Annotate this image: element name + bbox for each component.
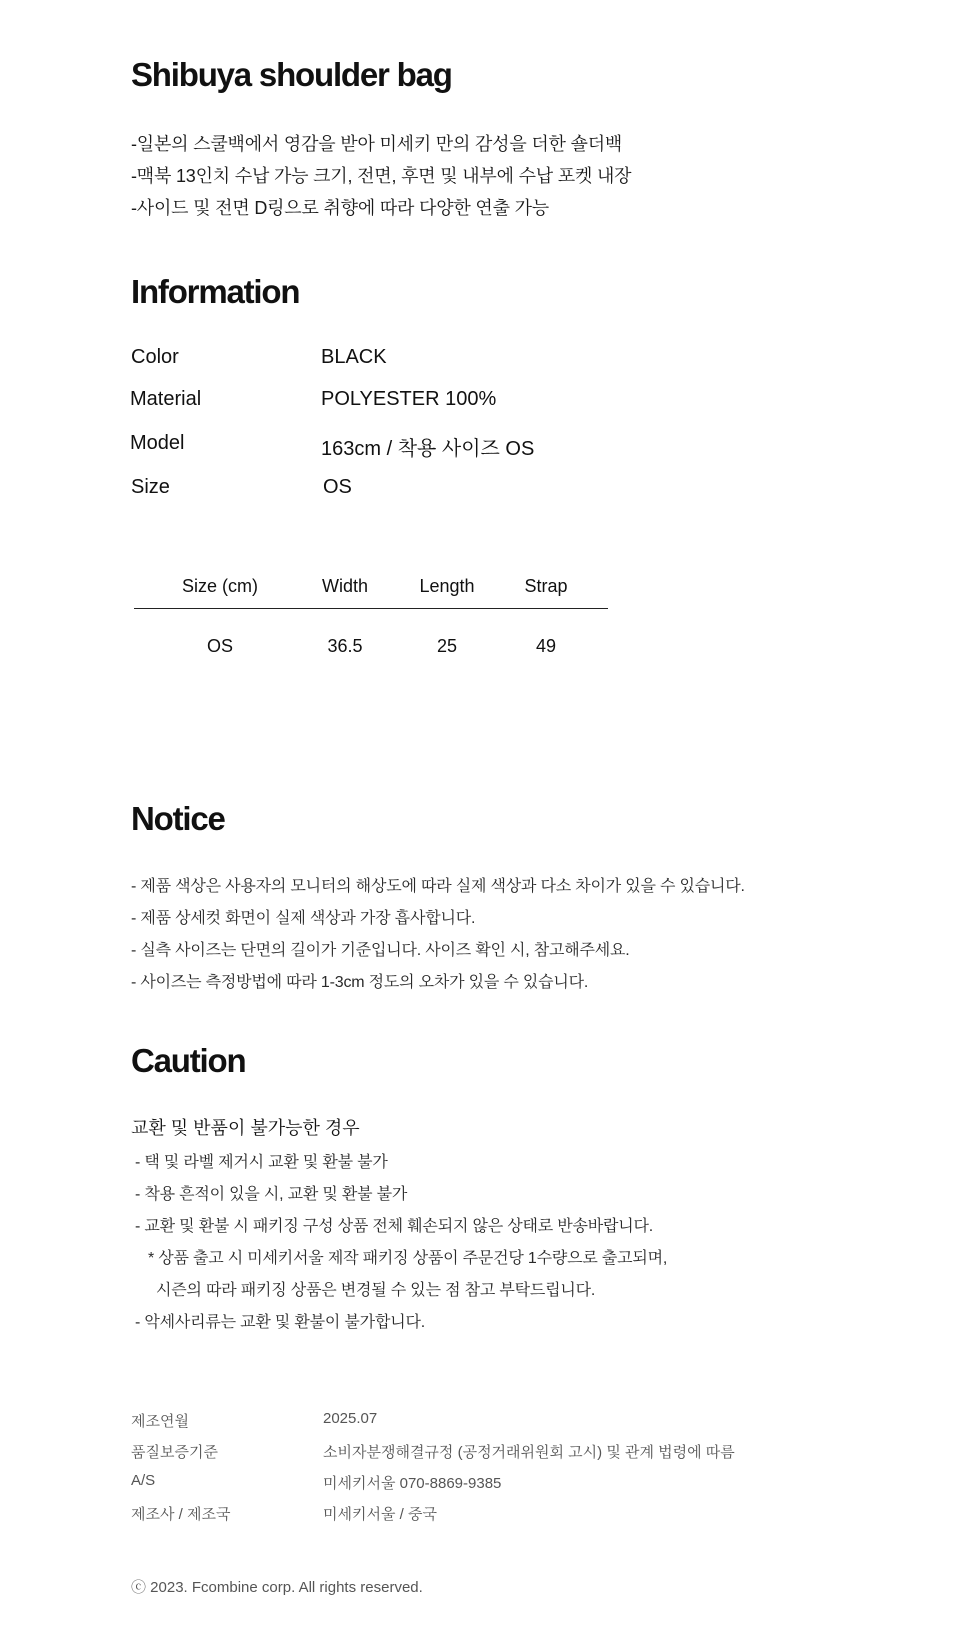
size-table-header: Width <box>321 576 368 596</box>
info-label-color: Color <box>131 346 179 368</box>
info-label-model: Model <box>130 432 185 454</box>
caution-line: - 악세사리류는 교환 및 환불이 불가합니다. <box>135 1314 425 1331</box>
product-title: Shibuya shoulder bag <box>131 56 452 93</box>
size-table-header: Length <box>419 576 475 596</box>
product-desc-line: -사이드 및 전면 D링으로 취향에 따라 다양한 연출 가능 <box>131 198 549 218</box>
notice-line: - 사이즈는 측정방법에 따라 1-3cm 정도의 오차가 있을 수 있습니다. <box>131 974 589 991</box>
meta-label-manufacturer: 제조사 / 제조국 <box>131 1506 231 1523</box>
meta-value-manufacturer: 미세키서울 / 중국 <box>323 1506 437 1523</box>
product-desc-line: -맥북 13인치 수납 가능 크기, 전면, 후면 및 내부에 수납 포켓 내장 <box>131 166 632 186</box>
info-value-size: OS <box>323 476 352 498</box>
size-table-cell: OS <box>206 636 233 656</box>
size-table-header: Size (cm) <box>182 576 258 596</box>
information-heading: Information <box>131 273 300 310</box>
notice-line: - 제품 상세컷 화면이 실제 색상과 가장 흡사합니다. <box>131 910 476 927</box>
meta-label-as: A/S <box>131 1472 156 1489</box>
caution-line: - 교환 및 환불 시 패키징 구성 상품 전체 훼손되지 않은 상태로 반송바랍니다. <box>135 1218 653 1235</box>
info-value-color: BLACK <box>321 346 387 368</box>
info-label-material: Material <box>130 388 202 410</box>
meta-value-quality-standard: 소비자분쟁해결규정 (공정거래위원회 고시) 및 관계 법령에 따름 <box>323 1444 735 1461</box>
size-table-cell: 36.5 <box>327 636 363 656</box>
info-value-model: 163cm / 착용 사이즈 OS <box>321 438 535 460</box>
product-desc-line: -일본의 스쿨백에서 영감을 받아 미세키 만의 감성을 더한 숄더백 <box>131 134 623 154</box>
caution-line: - 택 및 라벨 제거시 교환 및 환불 불가 <box>135 1154 388 1171</box>
size-table-cell: 25 <box>436 636 458 656</box>
meta-label-manufacture-date: 제조연월 <box>131 1413 189 1430</box>
meta-value-manufacture-date: 2025.07 <box>323 1410 378 1427</box>
caution-line: - 착용 흔적이 있을 시, 교환 및 환불 불가 <box>135 1186 408 1203</box>
notice-heading: Notice <box>131 800 225 837</box>
meta-label-quality-standard: 품질보증기준 <box>131 1444 218 1461</box>
notice-line: - 제품 색상은 사용자의 모니터의 해상도에 따라 실제 색상과 다소 차이가 있을 수 있습니다. <box>131 878 745 895</box>
caution-subheading: 교환 및 반품이 불가능한 경우 <box>131 1118 360 1138</box>
copyright-text: ⓒ 2023. Fcombine corp. All rights reserved. <box>131 1579 423 1596</box>
size-table-divider <box>134 608 608 609</box>
size-table-cell: 49 <box>535 636 557 656</box>
info-label-size: Size <box>131 476 170 498</box>
size-table-header: Strap <box>524 576 568 596</box>
caution-line: 시즌의 따라 패키징 상품은 변경될 수 있는 점 참고 부탁드립니다. <box>156 1282 596 1299</box>
info-value-material: POLYESTER 100% <box>321 388 497 410</box>
meta-value-as: 미세키서울 070-8869-9385 <box>323 1475 502 1492</box>
caution-heading: Caution <box>131 1042 246 1079</box>
caution-line: * 상품 출고 시 미세키서울 제작 패키징 상품이 주문건당 1수량으로 출고되며, <box>148 1250 668 1267</box>
notice-line: - 실측 사이즈는 단면의 길이가 기준입니다. 사이즈 확인 시, 참고해주세요. <box>131 942 630 959</box>
